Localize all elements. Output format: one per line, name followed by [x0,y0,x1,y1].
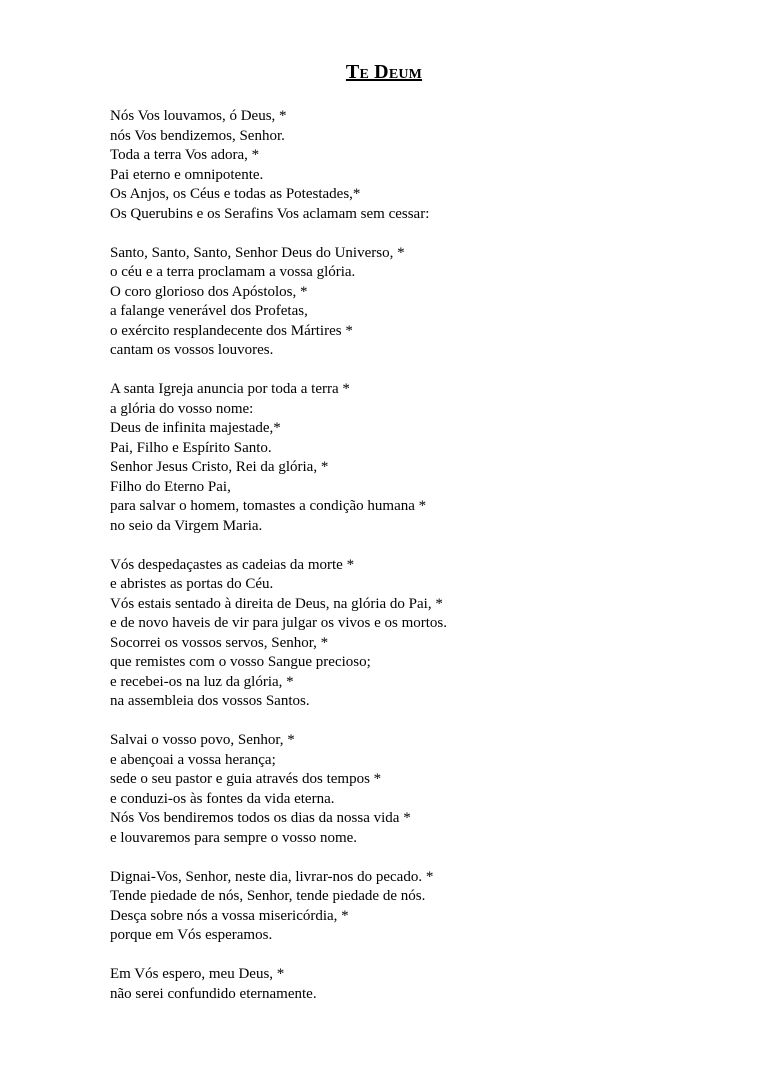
verse-line: Vós despedaçastes as cadeias da morte * [110,556,355,573]
verse-line: Pai eterno e omnipotente. [110,166,264,183]
verse-line: Deus de infinita majestade,* [110,420,281,436]
verse-line: Dignai-Vos, Senhor, neste dia, livrar-nos do pecado. * [110,868,434,885]
verse-line: Os Anjos, os Céus e todas as Potestades,* [110,186,361,202]
verse-line: e de novo haveis de vir para julgar os vivos e os mortos. [110,615,448,631]
verse-line: não serei confundido eternamente. [110,985,317,1002]
verse-line: e abristes as portas do Céu. [110,576,274,592]
verse-line: nós Vos bendizemos, Senhor. [110,127,285,144]
verse-line: O coro glorioso dos Apóstolos, * [110,283,308,300]
verse-line: para salvar o homem, tomastes a condição humana * [110,498,427,514]
verse-line: Filho do Eterno Pai, [110,478,231,495]
hymn-body [110,107,750,1024]
verse-line: na assembleia dos vossos Santos. [110,693,310,709]
verse-line: Os Querubins e os Serafins Vos aclamam sem cessar: [110,205,430,222]
verse-line: Pai, Filho e Espírito Santo. [110,439,272,456]
verse-line: no seio da Virgem Maria. [110,517,263,534]
document-title: Te Deum [345,61,423,83]
verse-line: a glória do vosso nome: [110,400,254,417]
verse-line: cantam os vossos louvores. [110,342,274,358]
verse-line: Senhor Jesus Cristo, Rei da glória, * [110,459,329,475]
stanza-5 [110,731,750,848]
verse-line: Salvai o vosso povo, Senhor, * [110,732,295,748]
verse-line: Em Vós espero, meu Deus, * [110,966,285,982]
verse-line: Santo, Santo, Santo, Senhor Deus do Universo, * [110,244,405,261]
verse-line: Tende piedade de nós, Senhor, tende piedade de nós. [110,888,426,904]
verse-line: Nós Vos louvamos, ó Deus, * [110,108,287,124]
verse-line: e abençoai a vossa herança; [110,751,276,768]
verse-line: porque em Vós esperamos. [110,927,273,943]
stanza-6 [110,868,750,946]
stanza-2 [110,244,750,361]
verse-line: o céu e a terra proclamam a vossa glória. [110,264,356,280]
verse-line: e conduzi-os às fontes da vida eterna. [110,790,335,807]
verse-line: A santa Igreja anuncia por toda a terra * [110,381,350,397]
verse-line: Toda a terra Vos adora, * [110,147,260,163]
verse-line: Desça sobre nós a vossa misericórdia, * [110,907,349,924]
verse-line: Socorrei os vossos servos, Senhor, * [110,634,329,651]
stanza-7 [110,965,750,1004]
verse-line: a falange venerável dos Profetas, [110,303,308,319]
stanza-1 [110,107,750,224]
verse-line: e louvaremos para sempre o vosso nome. [110,829,358,846]
verse-line: sede o seu pastor e guia através dos tempos * [110,771,382,787]
verse-line: Vós estais sentado à direita de Deus, na glória do Pai, * [110,595,443,612]
verse-line: Nós Vos bendiremos todos os dias da nossa vida * [110,810,411,826]
verse-line: que remistes com o vosso Sangue precioso; [110,654,371,670]
verse-line: o exército resplandecente dos Mártires * [110,322,353,339]
stanza-4 [110,556,750,712]
verse-line: e recebei-os na luz da glória, * [110,673,294,690]
stanza-3 [110,380,750,536]
